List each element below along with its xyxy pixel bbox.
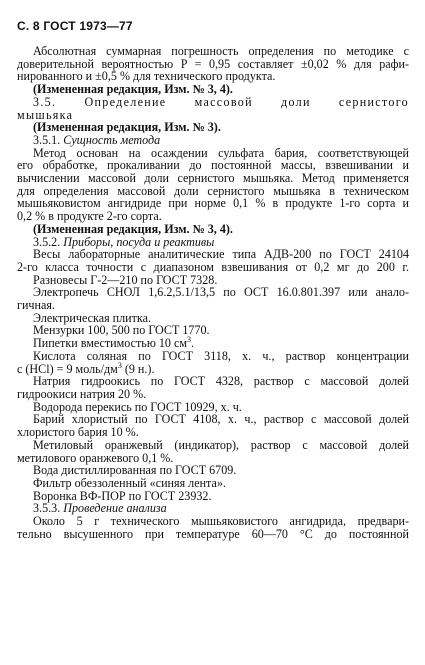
revision-note: (Измененная редакция, Изм. № 3, 4). xyxy=(33,221,233,236)
list-item: Натрия гидроокись по ГОСТ 4328, раствор с массовой долей xyxy=(33,374,409,389)
list-item xyxy=(17,337,409,350)
list-item: гичная. xyxy=(17,298,55,313)
text-line: нированного и ±0,5 % для технического продукта. xyxy=(17,69,276,84)
list-item-text: Пипетки вместимостью 10 см xyxy=(33,336,188,351)
text-line: тельно высушенного при температуре 60—70 °С до постоянной xyxy=(17,526,409,541)
list-item: Воронка ВФ-ПОР по ГОСТ 23932. xyxy=(33,488,212,503)
superscript: 3 xyxy=(187,335,192,345)
subsection-heading xyxy=(17,134,409,147)
subsection-number: 3.5.1. xyxy=(33,132,61,147)
text-line: мышьяковистом ангидриде при норме 0,1 % в продукте 1-го сорта и xyxy=(17,196,409,211)
superscript: 3 xyxy=(117,360,122,370)
list-item: Электрическая плитка. xyxy=(33,310,152,325)
list-item: метилового оранжевого 0,1 %. xyxy=(17,450,174,465)
list-item: Фильтр обеззоленный «синяя лента». xyxy=(33,475,226,490)
section-heading: 3.5. Определение массовой доли сернистого xyxy=(33,94,409,109)
text-line: доверительной вероятностью P = 0,95 составляет ±0,02 % для рафи- xyxy=(17,56,409,71)
text-line: его обработке, прокаливании до постоянной массы, взвешивании и xyxy=(17,158,409,173)
list-item: 2-го класса точности с диапазоном взвешивания от 0,2 мг до 200 г. xyxy=(17,259,409,274)
list-item-text: c (HCl) = 9 моль/дм xyxy=(17,361,118,376)
revision-note: (Измененная редакция, Изм. № 3). xyxy=(33,120,221,135)
text-line: для определения массовой доли сернистого мышьяка в техническом xyxy=(17,183,409,198)
list-item: Мензурки 100, 500 по ГОСТ 1770. xyxy=(33,323,210,338)
text-line: Метод основан на осаждении сульфата бария, соответствующей xyxy=(33,145,409,160)
list-item: Барий хлористый по ГОСТ 4108, х. ч., раствор с массовой долей xyxy=(33,412,409,427)
list-item: Метиловый оранжевый (индикатор), раствор с массовой долей xyxy=(33,437,409,452)
list-item-text: (9 н.). xyxy=(121,361,155,376)
list-item: Весы лабораторные аналитические типа АДВ-200 по ГОСТ 24104 xyxy=(33,247,409,262)
revision-note: (Измененная редакция, Изм. № 3, 4). xyxy=(33,82,233,97)
list-item: гидроокиси натрия 20 %. xyxy=(17,386,147,401)
list-item: Вода дистиллированная по ГОСТ 6709. xyxy=(33,463,237,478)
text-line: 0,2 % в продукте 2-го сорта. xyxy=(17,209,162,224)
text-line: Около 5 г технического мышьяковистого ангидрида, предвари- xyxy=(33,514,409,529)
list-item: Электропечь СНОЛ 1,6.2,5.1/13,5 по ОСТ 16.0.801.397 или анало- xyxy=(33,285,409,300)
text-line: вычислении массовой доли сернистого мышьяка. Метод применяется xyxy=(17,171,409,186)
list-item-text: . xyxy=(191,336,195,351)
document-body xyxy=(17,45,409,540)
list-item: Водорода перекись по ГОСТ 10929, х. ч. xyxy=(33,399,242,414)
subsection-title: Приборы, посуда и реактивы xyxy=(63,234,215,249)
list-item: Кислота соляная по ГОСТ 3118, х. ч., раствор концентрации xyxy=(33,348,409,363)
text-line: Абсолютная суммарная погрешность определения по методике с xyxy=(33,44,409,58)
list-item: хлористого бария 10 %. xyxy=(17,425,139,440)
subsection-number: 3.5.2. xyxy=(33,234,61,249)
page-header: С. 8 ГОСТ 1973—77 xyxy=(17,19,133,33)
list-item: Разновесы Г-2—210 по ГОСТ 7328. xyxy=(33,272,218,287)
subsection-title: Сущность метода xyxy=(63,132,161,147)
section-heading: мышьяка xyxy=(17,107,74,122)
subsection-title: Проведение анализа xyxy=(63,501,167,516)
subsection-number: 3.5.3. xyxy=(33,501,61,516)
